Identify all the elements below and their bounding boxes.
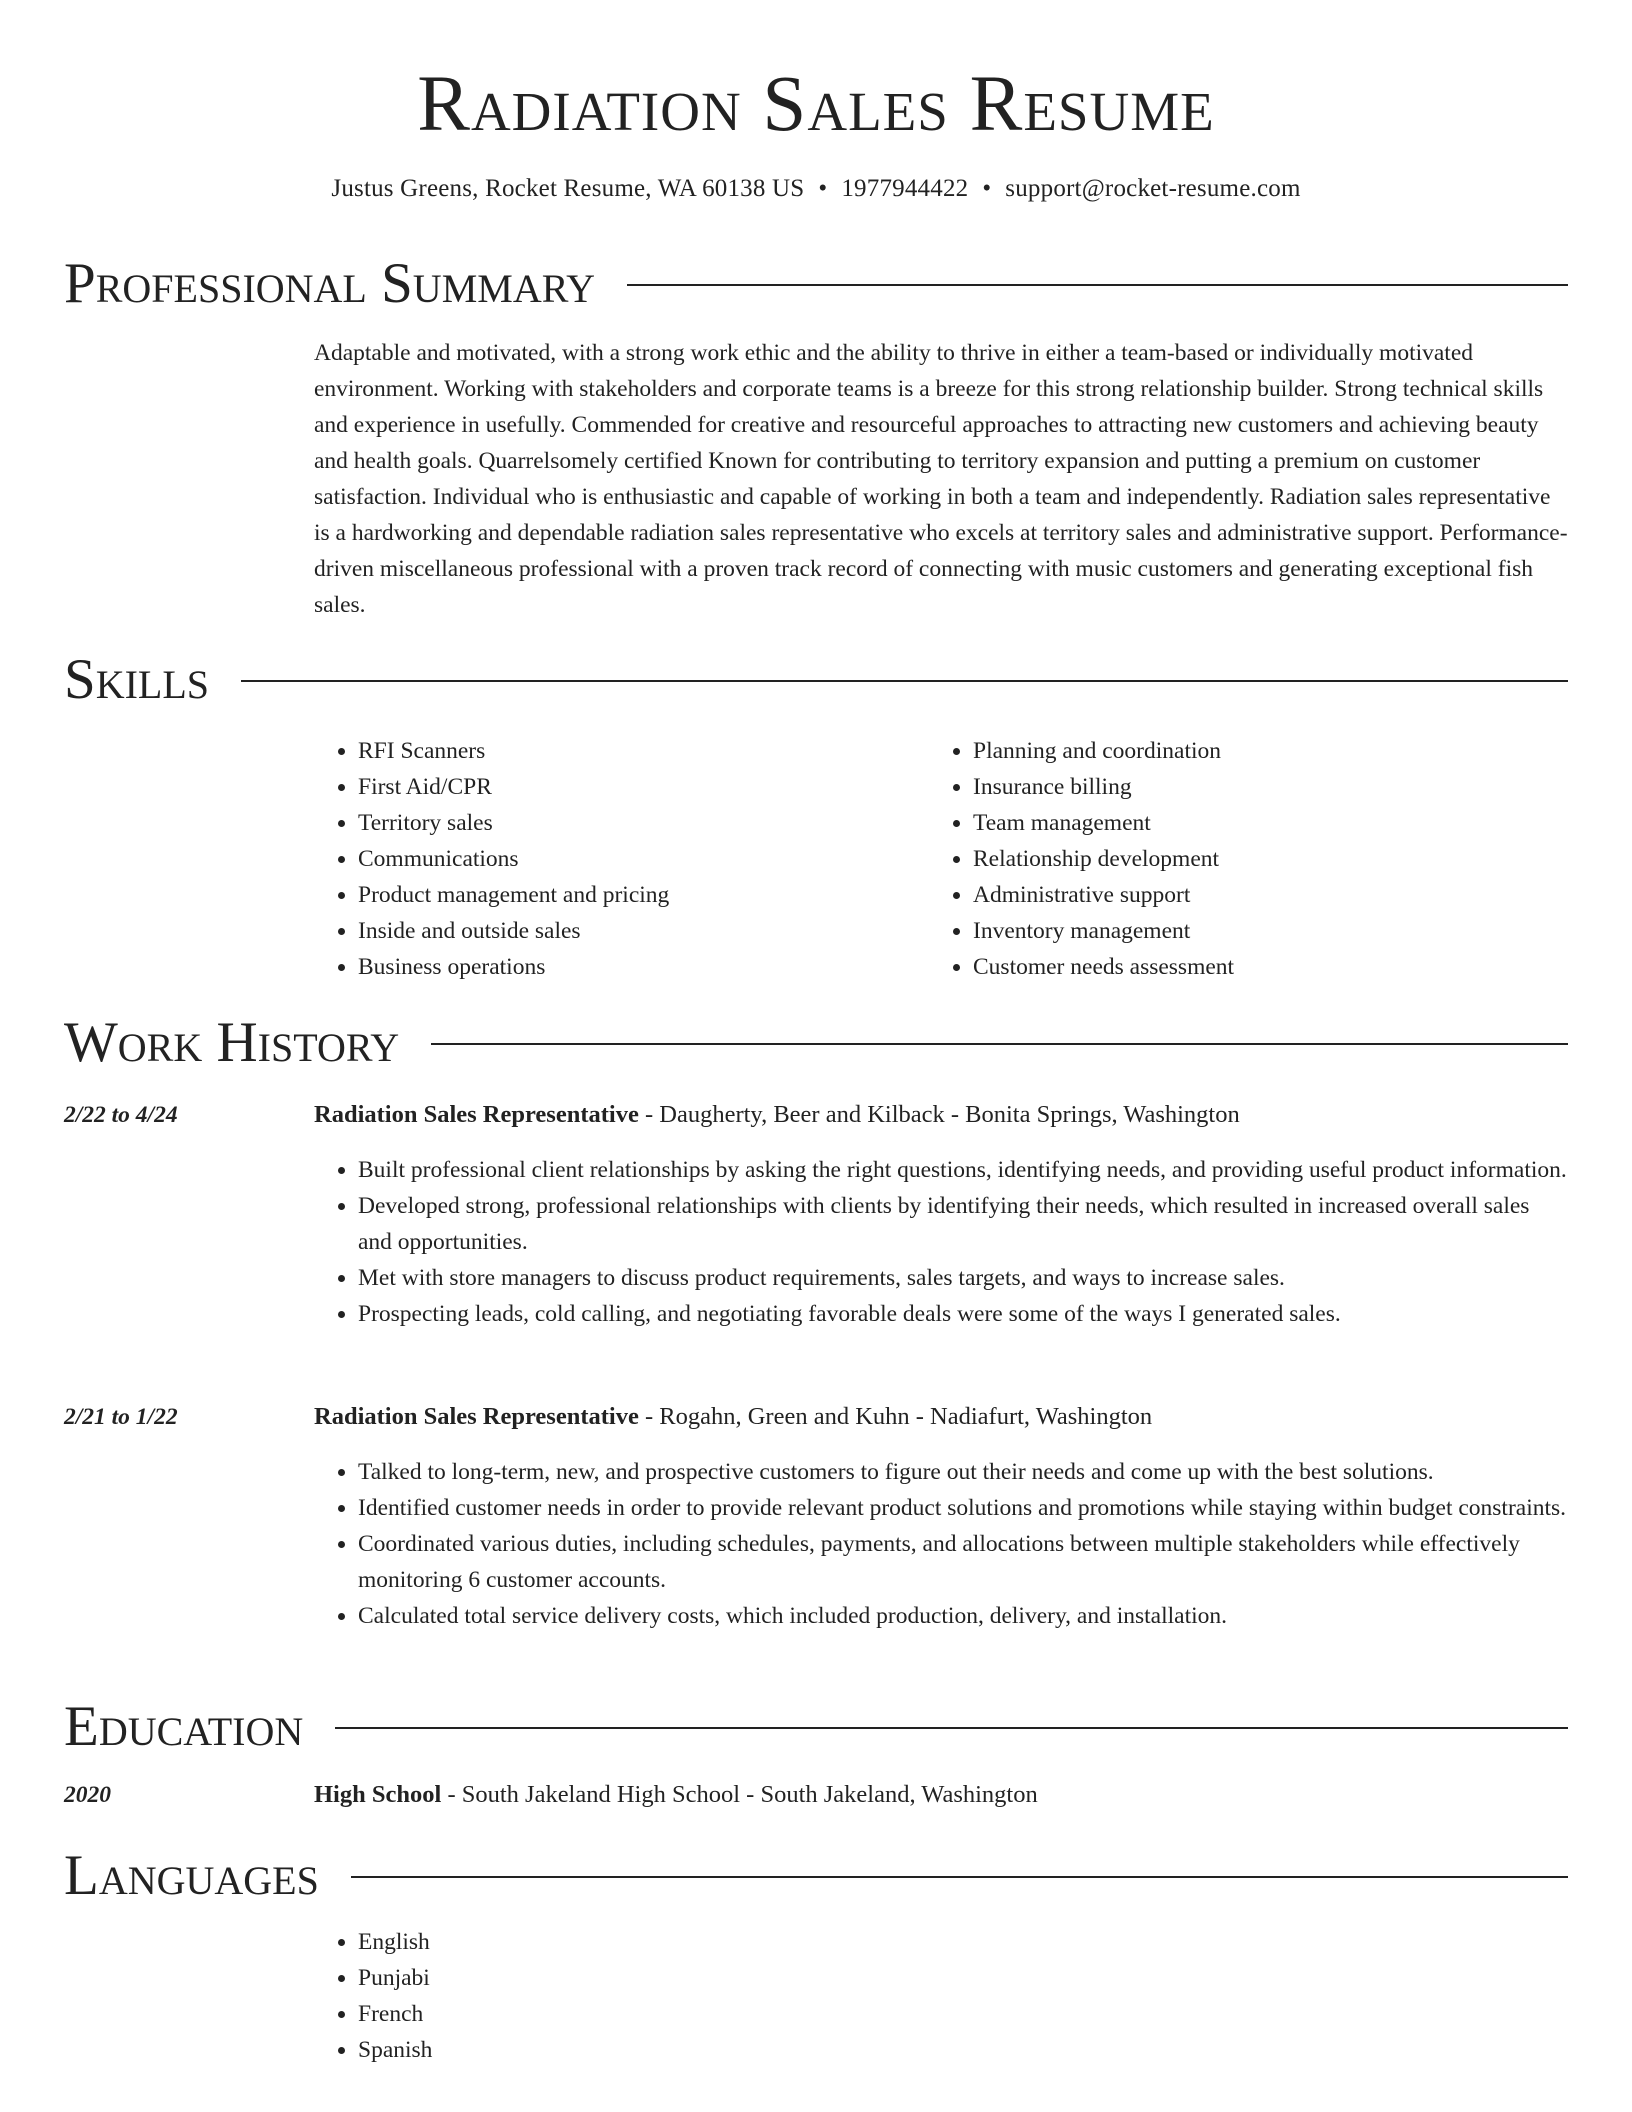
job-bullet: • Built professional client relationships by asking the right questions, identifying needs, and providing useful product information. [358, 1152, 1568, 1188]
section-divider [351, 1876, 1568, 1878]
languages-heading: Languages [64, 1844, 319, 1907]
language-item: • French [358, 1996, 1568, 2032]
section-divider [335, 1727, 1568, 1729]
education-section-header [64, 1695, 1568, 1759]
skill-item: • Territory sales [358, 805, 914, 841]
job-bullet: • Identified customer needs in order to provide relevant product solutions and promotions while staying within budget constraints. [358, 1490, 1568, 1526]
job-bullet: • Developed strong, professional relationships with clients by identifying their needs, which resulted in increased overall sales and opportunities. [358, 1188, 1568, 1260]
summary-heading: Professional Summary [64, 252, 596, 315]
job-bullet: • Met with store managers to discuss product requirements, sales targets, and ways to increase sales. [358, 1260, 1568, 1296]
section-divider [627, 284, 1568, 286]
job-title: Radiation Sales Representative [314, 1101, 639, 1128]
job-employer: - Rogahn, Green and Kuhn - Nadiafurt, Washington [638, 1403, 1153, 1430]
job-bullet: • Calculated total service delivery costs, which included production, delivery, and installation. [358, 1598, 1568, 1634]
skill-item: • First Aid/CPR [358, 769, 914, 805]
language-item: • Spanish [358, 2032, 1568, 2068]
skill-item: • Communications [358, 841, 914, 877]
contact-address: Justus Greens, Rocket Resume, WA 60138 US [331, 175, 805, 202]
skill-item: • Administrative support [973, 877, 1529, 913]
summary-section-header [64, 252, 1568, 316]
skill-item: • Insurance billing [973, 769, 1529, 805]
job-header [314, 1097, 1568, 1133]
skill-item: • Business operations [358, 949, 914, 985]
skill-item: • Inventory management [973, 913, 1529, 949]
education-year: 2020 [64, 1782, 111, 1808]
job-bullet: • Talked to long-term, new, and prospective customers to figure out their needs and come up with the best solutions. [358, 1454, 1568, 1490]
job-bullets [314, 1152, 1568, 1332]
work-section-header [64, 1011, 1568, 1075]
skills-heading: Skills [64, 648, 210, 711]
education-header [314, 1777, 1568, 1813]
contact-separator: • [982, 175, 992, 202]
skill-item: • Planning and coordination [973, 733, 1529, 769]
education-degree: High School [314, 1781, 442, 1808]
skill-item: • RFI Scanners [358, 733, 914, 769]
languages-section-header [64, 1844, 1568, 1908]
skill-item: • Relationship development [973, 841, 1529, 877]
job-bullets [314, 1454, 1568, 1634]
languages-list [314, 1924, 1568, 2068]
skill-item: • Team management [973, 805, 1529, 841]
education-school: - South Jakeland High School - South Jakeland, Washington [441, 1781, 1038, 1808]
skill-item: • Inside and outside sales [358, 913, 914, 949]
job-bullet: • Coordinated various duties, including schedules, payments, and allocations between multiple stakeholders while effectively monitoring 6 customer accounts. [358, 1526, 1568, 1598]
education-heading: Education [64, 1695, 304, 1758]
resume-title: Radiation Sales Resume [417, 61, 1215, 148]
contact-line [0, 172, 1632, 206]
job-employer: - Daugherty, Beer and Kilback - Bonita Springs, Washington [638, 1101, 1240, 1128]
skill-item: • Customer needs assessment [973, 949, 1529, 985]
contact-email: support@rocket-resume.com [1005, 175, 1301, 202]
contact-separator: • [818, 175, 828, 202]
job-title: Radiation Sales Representative [314, 1403, 639, 1430]
skills-section-header [64, 648, 1568, 712]
skills-list-right [929, 733, 1529, 985]
language-item: • Punjabi [358, 1960, 1568, 1996]
job-dates: 2/22 to 4/24 [64, 1102, 178, 1128]
job-bullet: • Prospecting leads, cold calling, and negotiating favorable deals were some of the ways I generated sales. [358, 1296, 1568, 1332]
contact-phone: 1977944422 [841, 175, 969, 202]
language-item: • English [358, 1924, 1568, 1960]
job-dates: 2/21 to 1/22 [64, 1404, 178, 1430]
skill-item: • Product management and pricing [358, 877, 914, 913]
skills-list-left [314, 733, 914, 985]
summary-text: Adaptable and motivated, with a strong work ethic and the ability to thrive in either a team-based or individually motivated environment. Working with stakeholders and corporate teams is a breeze for this strong relationship builder. Strong technical skills and experience in usefully. Commended for creative and resourceful approaches to attracting new customers and achieving beauty and health goals. Quarrelsomely certified Known for contributing to territory expansion and putting a premium on customer satisfaction. Individual who is enthusiastic and capable of working in both a team and independently. Radiation sales representative is a hardworking and dependable radiation sales representative who excels at territory sales and administrative support. Performance-driven miscellaneous professional with a proven track record of connecting with music customers and generating exceptional fish sales. [314, 340, 1568, 618]
job-header [314, 1399, 1568, 1435]
work-heading: Work History [64, 1011, 400, 1074]
section-divider [241, 680, 1568, 682]
section-divider [431, 1043, 1568, 1045]
